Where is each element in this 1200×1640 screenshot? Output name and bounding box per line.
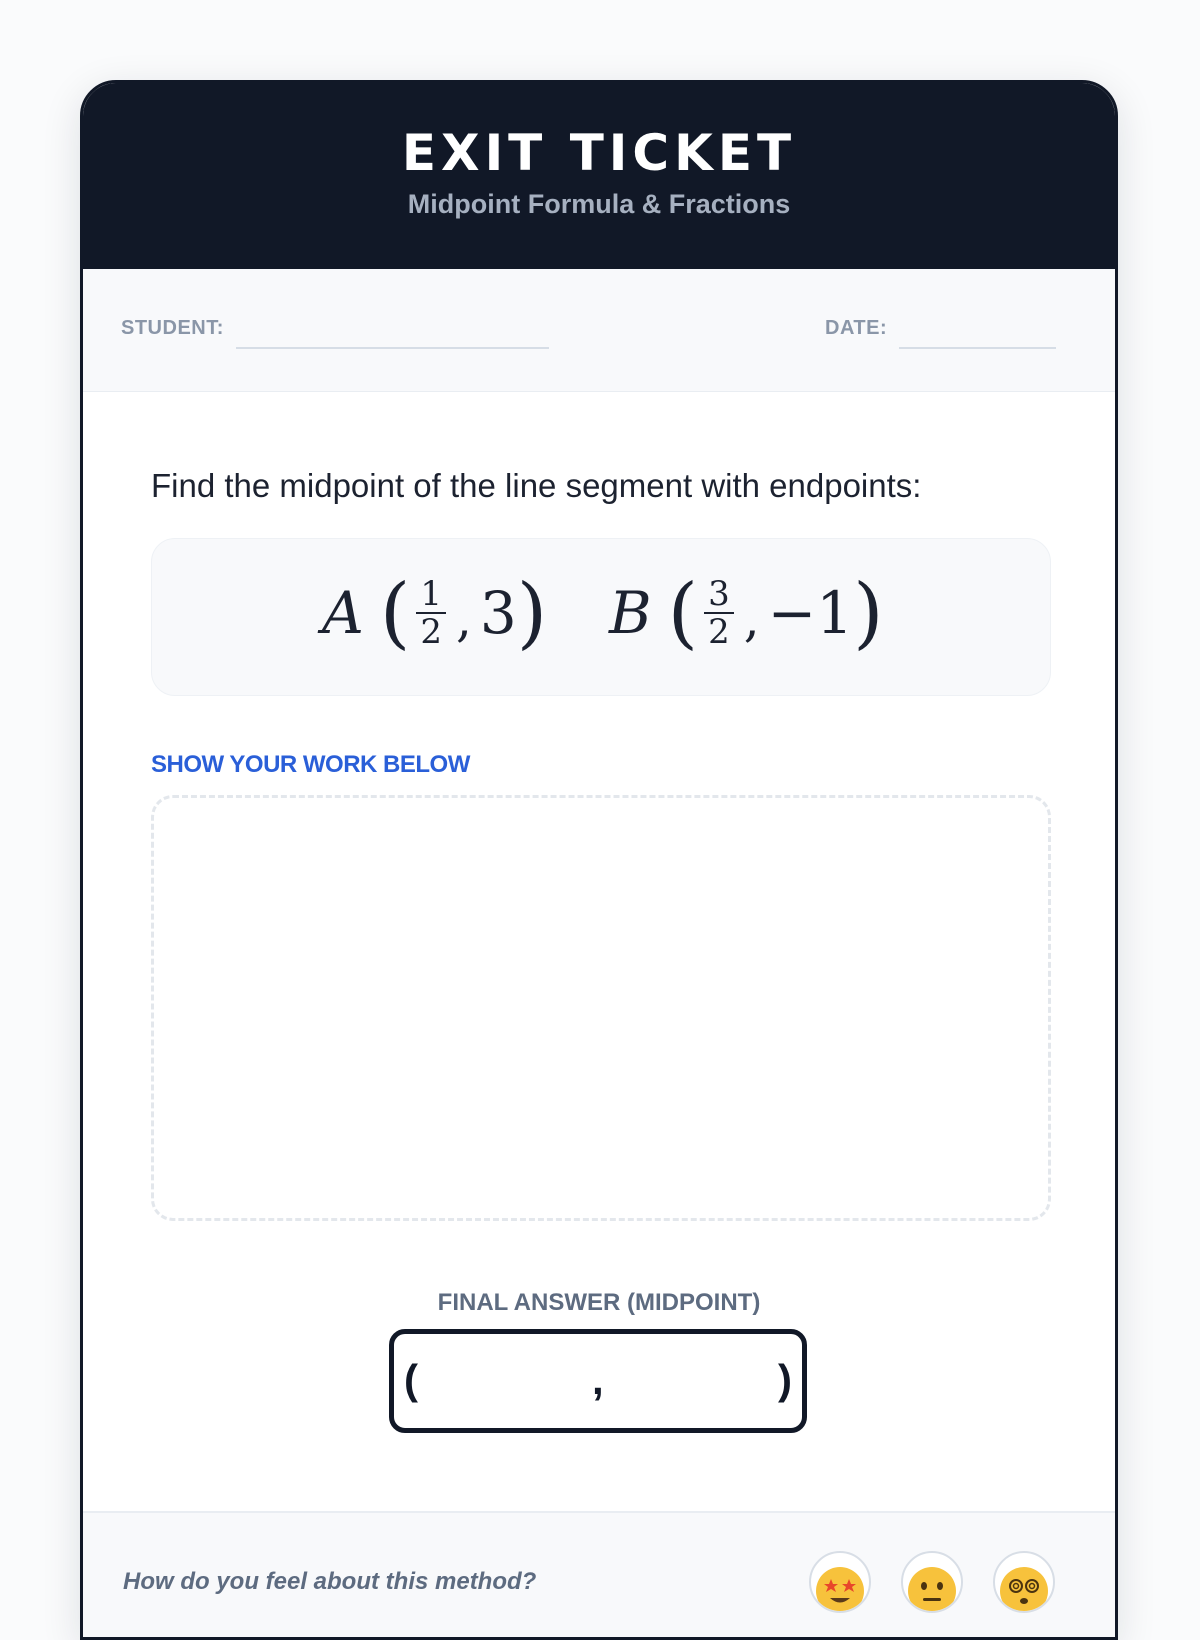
answer-close-paren: ) [778,1356,792,1403]
answer-open-paren: ( [404,1356,418,1403]
point-b-x-denominator: 2 [708,612,730,652]
point-b-name: B [609,579,652,647]
final-answer-input[interactable] [389,1329,807,1433]
endpoints-box [151,538,1051,696]
student-label: STUDENT: [121,317,224,339]
work-label: SHOW YOUR WORK BELOW [151,751,470,778]
point-a-y: 3 [479,579,517,647]
final-answer-label: FINAL ANSWER (MIDPOINT) [437,1289,761,1316]
star-struck-emoji-icon[interactable] [809,1551,871,1613]
ticket-title: EXIT TICKET [401,124,797,182]
point-b-x-fraction [704,576,734,650]
point-b-y: −1 [767,579,854,647]
exit-ticket-card [80,80,1118,1640]
answer-separator: , [592,1356,604,1403]
problem-question: Find the midpoint of the line segment with endpoints: [151,467,922,504]
feedback-question: How do you feel about this method? [123,1568,537,1595]
point-a-x-numerator: 1 [416,576,446,614]
ticket-header [83,83,1115,269]
point-a-x-denominator: 2 [420,612,442,652]
point-b: B ( $\frac{3}{2}$ , −1 ) [609,568,884,658]
ticket-subtitle: Midpoint Formula & Fractions [407,189,791,219]
point-a: A ( $\frac{1}{2}$ , 3 ) [322,568,548,658]
student-info-bar [83,269,1115,392]
date-label: DATE: [825,317,888,339]
date-field[interactable] [899,347,1056,349]
neutral-face-emoji-icon[interactable] [901,1551,963,1613]
point-b-x-numerator: 3 [704,576,734,614]
feedback-footer [83,1511,1115,1640]
dizzy-face-emoji-icon[interactable] [993,1551,1055,1613]
student-name-field[interactable] [236,347,549,349]
point-a-name: A [322,579,364,647]
work-area[interactable] [151,795,1051,1221]
point-a-x-fraction [416,576,446,650]
